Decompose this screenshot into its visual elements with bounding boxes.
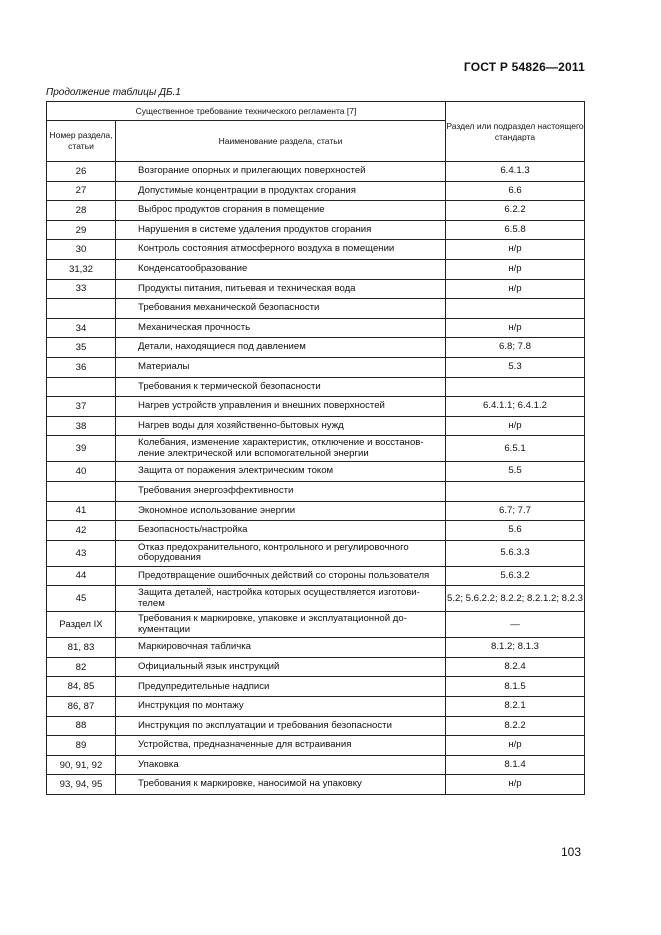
cell-section-number: 31,32 xyxy=(47,259,116,279)
cell-section-number xyxy=(47,481,116,501)
table-row xyxy=(47,697,585,717)
cell-section-name: Требования к термической безопасности xyxy=(116,377,446,397)
table-row xyxy=(47,201,585,221)
cell-section-number: 86, 87 xyxy=(47,697,116,717)
cell-section-number: 81, 83 xyxy=(47,638,116,658)
cell-section-number: 29 xyxy=(47,220,116,240)
cell-standard-ref: 6.5.1 xyxy=(446,436,585,462)
table-row xyxy=(47,462,585,482)
cell-section-name: Экономное использование энергии xyxy=(116,501,446,521)
table-row xyxy=(47,318,585,338)
cell-section-name: Предупредительные надписи xyxy=(116,677,446,697)
cell-section-name: Маркировочная табличка xyxy=(116,638,446,658)
cell-section-name: Детали, находящиеся под давлением xyxy=(116,338,446,358)
cell-section-number: 41 xyxy=(47,501,116,521)
cell-section-name: Выброс продуктов сгорания в помещение xyxy=(116,201,446,221)
document-standard-code: ГОСТ Р 54826—2011 xyxy=(463,60,585,74)
cell-section-name: Инструкция по монтажу xyxy=(116,697,446,717)
cell-section-number: 88 xyxy=(47,716,116,736)
cell-section-number xyxy=(47,299,116,319)
table-row xyxy=(47,240,585,260)
cell-section-name: Материалы xyxy=(116,357,446,377)
table-row xyxy=(47,259,585,279)
cell-standard-ref: 6.2.2 xyxy=(446,201,585,221)
cell-section-name: Нагрев воды для хозяйственно-бытовых нужд xyxy=(116,416,446,436)
cell-section-number: 34 xyxy=(47,318,116,338)
table-row xyxy=(47,657,585,677)
cell-standard-ref: 5.6.3.3 xyxy=(446,540,585,566)
cell-section-number: 37 xyxy=(47,397,116,417)
cell-section-number: 40 xyxy=(47,462,116,482)
cell-section-number xyxy=(47,377,116,397)
cell-section-number: Раздел IX xyxy=(47,612,116,638)
cell-section-number: 33 xyxy=(47,279,116,299)
table-row xyxy=(47,397,585,417)
table-row xyxy=(47,586,585,612)
cell-section-name: Конденсатообразование xyxy=(116,259,446,279)
table-row xyxy=(47,279,585,299)
table-row xyxy=(47,481,585,501)
table-row xyxy=(47,501,585,521)
cell-section-name: Безопасность/настройка xyxy=(116,521,446,541)
cell-section-name: Устройства, предназначенные для встраивания xyxy=(116,736,446,756)
cell-standard-ref: 5.3 xyxy=(446,357,585,377)
table-row xyxy=(47,377,585,397)
cell-standard-ref: 6.4.1.3 xyxy=(446,162,585,182)
cell-section-number: 44 xyxy=(47,566,116,586)
cell-standard-ref: н/р xyxy=(446,240,585,260)
cell-standard-ref: 6.5.8 xyxy=(446,220,585,240)
table-row xyxy=(47,181,585,201)
cell-section-name: Предотвращение ошибочных действий со стороны пользователя xyxy=(116,566,446,586)
table-row xyxy=(47,436,585,462)
cell-standard-ref xyxy=(446,481,585,501)
cell-section-name: Возгорание опорных и прилегающих поверхностей xyxy=(116,162,446,182)
cell-standard-ref: 6.4.1.1; 6.4.1.2 xyxy=(446,397,585,417)
table-row xyxy=(47,775,585,795)
cell-section-number: 38 xyxy=(47,416,116,436)
cell-section-number: 35 xyxy=(47,338,116,358)
cell-section-number: 84, 85 xyxy=(47,677,116,697)
cell-section-number: 93, 94, 95 xyxy=(47,775,116,795)
cell-standard-ref: н/р xyxy=(446,736,585,756)
cell-section-name: Упаковка xyxy=(116,755,446,775)
cell-section-name: Допустимые концентрации в продуктах сгорания xyxy=(116,181,446,201)
cell-section-name: Требования энергоэффективности xyxy=(116,481,446,501)
cell-standard-ref: 6.6 xyxy=(446,181,585,201)
table-row xyxy=(47,677,585,697)
cell-standard-ref: 8.2.2 xyxy=(446,716,585,736)
header-section-name: Наименование раздела, статьи xyxy=(116,121,446,162)
table-row xyxy=(47,162,585,182)
cell-section-number: 28 xyxy=(47,201,116,221)
cell-section-number: 45 xyxy=(47,586,116,612)
cell-standard-ref: 8.2.4 xyxy=(446,657,585,677)
cell-standard-ref: 6.8; 7.8 xyxy=(446,338,585,358)
cell-section-name: Требования механической безопасности xyxy=(116,299,446,319)
cell-section-name: Защита от поражения электрическим током xyxy=(116,462,446,482)
cell-standard-ref: 8.2.1 xyxy=(446,697,585,717)
cell-standard-ref: н/р xyxy=(446,416,585,436)
table-row xyxy=(47,566,585,586)
cell-section-name: Защита деталей, настройка которых осуществляется изготовителем xyxy=(116,586,446,612)
cell-section-number: 89 xyxy=(47,736,116,756)
cell-section-number: 90, 91, 92 xyxy=(47,755,116,775)
cell-standard-ref: 8.1.2; 8.1.3 xyxy=(446,638,585,658)
table-row xyxy=(47,612,585,638)
cell-section-number: 36 xyxy=(47,357,116,377)
table-row xyxy=(47,299,585,319)
table-row xyxy=(47,736,585,756)
cell-standard-ref: 5.2; 5.6.2.2; 8.2.2; 8.2.1.2; 8.2.3 xyxy=(446,586,585,612)
cell-standard-ref: н/р xyxy=(446,259,585,279)
cell-section-number: 30 xyxy=(47,240,116,260)
table-row xyxy=(47,338,585,358)
cell-standard-ref: н/р xyxy=(446,775,585,795)
cell-section-number: 42 xyxy=(47,521,116,541)
cell-section-name: Отказ предохранительного, контрольного и регулировочного оборудования xyxy=(116,540,446,566)
cell-standard-ref: 5.6.3.2 xyxy=(446,566,585,586)
cell-section-number: 43 xyxy=(47,540,116,566)
cell-section-name: Требования к маркировке, упаковке и эксплуатационной документации xyxy=(116,612,446,638)
cell-standard-ref: 5.5 xyxy=(446,462,585,482)
cell-standard-ref xyxy=(446,377,585,397)
header-section-number: Номер раздела, статьи xyxy=(47,121,116,162)
cell-standard-ref: — xyxy=(446,612,585,638)
page-number: 103 xyxy=(560,845,581,859)
header-standard-section: Раздел или подраздел настоящего стандарта xyxy=(446,102,585,162)
cell-section-number: 82 xyxy=(47,657,116,677)
cell-section-name: Контроль состояния атмосферного воздуха в помещении xyxy=(116,240,446,260)
cell-section-name: Официальный язык инструкций xyxy=(116,657,446,677)
table-row xyxy=(47,540,585,566)
table-caption: Продолжение таблицы ДБ.1 xyxy=(46,87,181,98)
cell-section-name: Механическая прочность xyxy=(116,318,446,338)
cell-section-number: 39 xyxy=(47,436,116,462)
cell-section-name: Колебания, изменение характеристик, отключение и восстановление электрической или вспомогательной энергии xyxy=(116,436,446,462)
cell-section-name: Требования к маркировке, наносимой на упаковку xyxy=(116,775,446,795)
table-body xyxy=(47,162,585,795)
cell-section-name: Нарушения в системе удаления продуктов сгорания xyxy=(116,220,446,240)
table-row xyxy=(47,638,585,658)
table-row xyxy=(47,521,585,541)
cell-section-number: 27 xyxy=(47,181,116,201)
cell-standard-ref: н/р xyxy=(446,318,585,338)
table-row xyxy=(47,716,585,736)
table-row xyxy=(47,755,585,775)
cell-section-name: Продукты питания, питьевая и техническая вода xyxy=(116,279,446,299)
requirements-table xyxy=(46,101,585,795)
cell-section-name: Нагрев устройств управления и внешних поверхностей xyxy=(116,397,446,417)
header-regulation: Существенное требование технического регламента [7] xyxy=(47,102,446,121)
table-row xyxy=(47,220,585,240)
table-row xyxy=(47,416,585,436)
cell-section-name: Инструкция по эксплуатации и требования безопасности xyxy=(116,716,446,736)
cell-standard-ref: 5.6 xyxy=(446,521,585,541)
cell-standard-ref: 8.1.5 xyxy=(446,677,585,697)
table-row xyxy=(47,357,585,377)
cell-standard-ref: 8.1.4 xyxy=(446,755,585,775)
cell-section-number: 26 xyxy=(47,162,116,182)
cell-standard-ref xyxy=(446,299,585,319)
cell-standard-ref: н/р xyxy=(446,279,585,299)
cell-standard-ref: 6.7; 7.7 xyxy=(446,501,585,521)
